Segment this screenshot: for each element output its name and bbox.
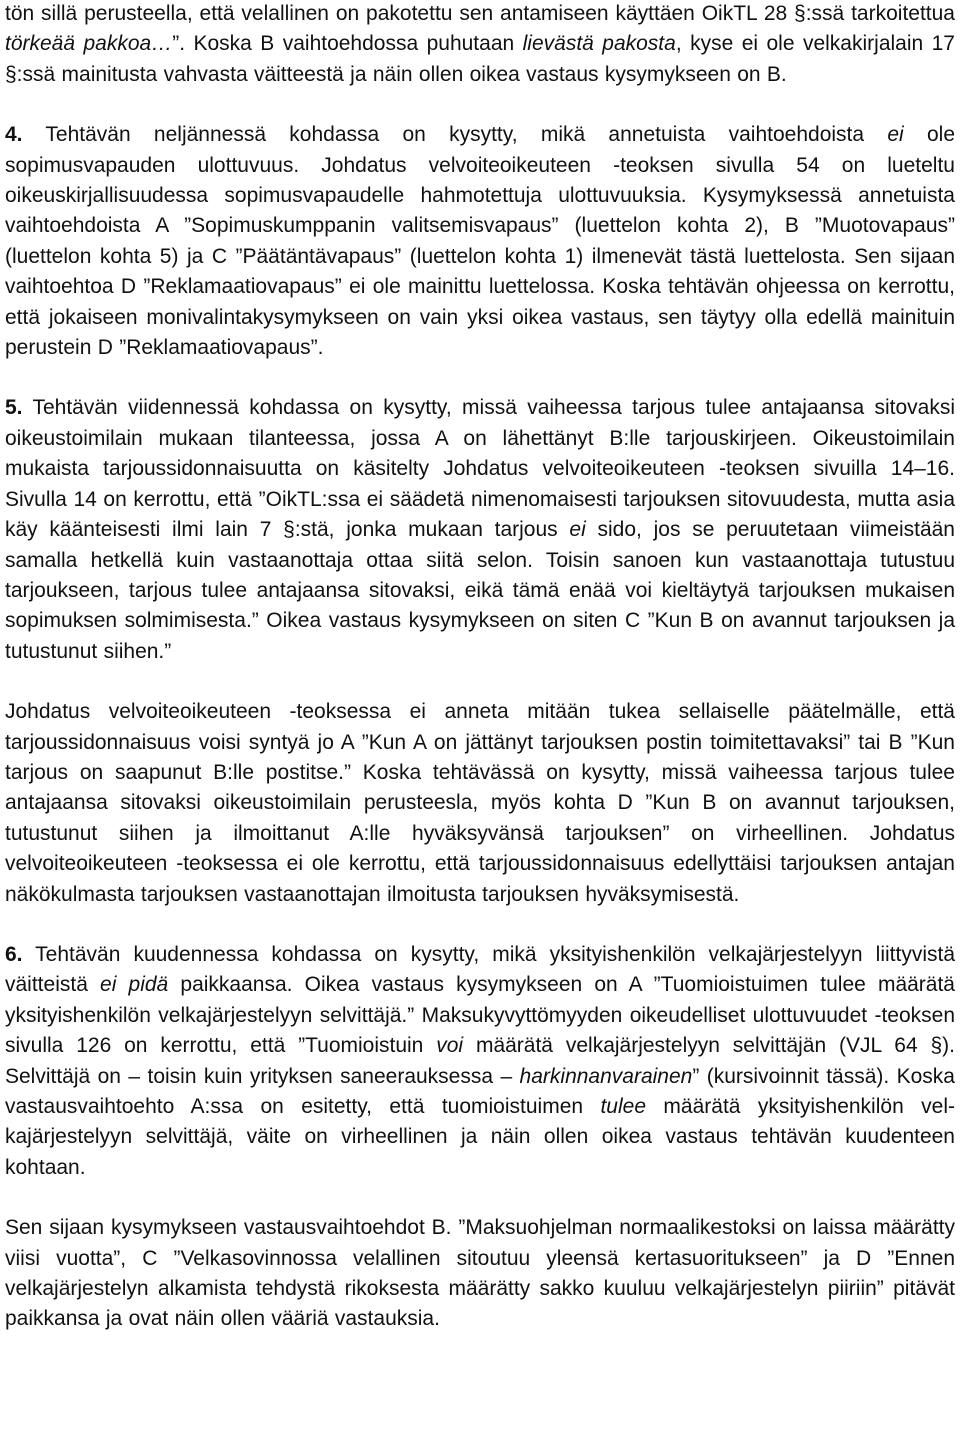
question-number: 5.: [5, 396, 23, 420]
text-run: ”. Koska B vaihtoehdossa puhutaan: [172, 32, 523, 56]
text-run: sido, jos se peruutetaan viimeistään samalla hetkellä kuin vastaanottaja ottaa siitä selon. Toisin sanoen kun vastaanottaja tutustuu tarjoukseen, tarjous tulee antajaansa sitovaksi, eikä tämä enää voi kieltäytyä tarjouksen mukaisen sopimuksen solmimisesta.” Oikea vastaus kysymykseen on siten C ”Kun B on avannut tarjouksen ja tutustunut siihen.”: [5, 518, 955, 663]
question-number: 4.: [5, 123, 23, 147]
text-run: Johdatus velvoiteoikeuteen -teoksessa ei anneta mitään tukea sellaiselle päätelmälle, että tarjoussidonnaisuus voisi syntyä jo A ”Kun A on jättänyt tarjouksen postin toimitettavaksi” tai B ”Kun tarjous on saapunut B:lle postitse.” Koska tehtävässä on kysytty, missä vaiheessa tarjous tulee antajaansa sitovaksi oikeustoimilain perusteesla, myös kohta D ”Kun B on avannut tarjouksen, tutustunut siihen ja ilmoittanut A:lle hyväksyvänsä tarjouksen” on virheellinen. Johdatus velvoiteoikeuteen -teoksessa ei ole kerrottu, että tarjoussidonnaisuus edellyttäisi tarjouksen antajan näkökulmasta tarjouksen vastaanottajan ilmoitusta tarjouksen hyväksymisestä.: [5, 700, 955, 906]
emphasis-text: harkinnanvarainen: [519, 1064, 693, 1088]
text-run: Tehtävän viidennessä kohdassa on kysytty, missä vaiheessa tarjous tulee antajaansa sitovaksi oikeustoimilain mukaan tilanteessa, jossa A on lähettänyt B:lle tarjouskirjeen. Oikeustoimilain mukaista tarjoussidonnaisuutta on käsitelty Johdatus velvoiteoikeuteen -teoksen sivuilla 14–16. Sivulla 14 on kerrottu, että ”OikTL:ssa ei säädetä nimenomaisesti tarjouksen sitovuudesta, mutta asia käy käänteisesti ilmi lain 7 §:stä, jonka mukaan tarjous: [5, 396, 955, 542]
text-run: paikkaansa. Oikea vastaus kysymykseen on A ”Tuomioistuimen tulee määrätä yksityishenkilön velkajärjestelyyn selvittäjä.” Maksukyvyttömyyden oikeudelliset ulottuvuudet -teoksen sivulla 126 on kerrottu, että ”Tuomioistuin: [5, 973, 955, 1058]
emphasis-text: ei pidä: [100, 973, 169, 997]
text-run: ” (kursivoinnit tässä). Koska vastausvaihtoehto A:ssa on esitetty, että tuomioistuimen: [5, 1064, 955, 1118]
text-run: ole sopimusvapauden ulottuvuus. Johdatus velvoiteoikeuteen -teoksen sivulla 54 on lueteltu oikeuskirjallisuudessa sopimusvapaudelle hahmotettuja ulottuvuuksia. Kysymyksessä annetuista vaihtoehdoista A ”Sopimuskumppanin valitsemisvapaus” (luettelon kohta 2), B ”Muotovapaus” (luettelon kohta 5) ja C ”Päätäntävapaus” (luettelon kohta 1) ilmenevät tästä luettelosta. Sen sijaan vaihtoehtoa D ”Reklamaatiovapaus” ei ole mainittu luettelossa. Koska tehtävän ohjeessa on kerrottu, että jokaiseen monivalintakysymykseen on vain yksi oikea vastaus, sen täytyy olla edellä mainituin perustein D ”Reklamaatiovapaus”.: [5, 123, 956, 360]
paragraph-sen-sijaan: [5, 1213, 955, 1335]
paragraph-question-6: [5, 940, 955, 1183]
paragraph-question-5: [5, 393, 955, 667]
text-run: Sen sijaan kysymykseen vastausvaihtoehdot B. ”Maksuohjelman normaalikestoksi on laissa määrätty viisi vuotta”, C ”Velkasovinnossa velallinen sitoutuu yleensä kertasuoritukseen” ja D ”Ennen velkajärjestelyn alkamista tehdystä rikoksesta määrätty sakko kuuluu velkajärjestelyn piiriin” pitävät paikkansa ja ovat näin ollen vääriä vastauksia.: [5, 1216, 955, 1331]
text-run: määrätä yksityishenkilön velkajärjestelyyn selvittäjä, väite on virheellinen ja näin ollen oikea vastaus tehtävän kuudenteen kohtaan.: [5, 1095, 955, 1179]
paragraph-continuation: [5, 0, 955, 90]
emphasis-text: tulee: [600, 1095, 647, 1118]
text-run: määrätä velkajärjestelyyn selvittäjän (VJL 64 §). Selvittäjä on – toisin kuin yrityksen saneerauksessa –: [5, 1034, 955, 1088]
paragraph-johdatus-discussion: [5, 697, 955, 910]
text-run: Tehtävän neljännessä kohdassa on kysytty, mikä annetuista vaihtoehdoista: [22, 123, 888, 147]
text-run: , kyse ei ole velkakirjalain 17 §:ssä mainitusta vahvasta väitteestä ja näin ollen oikea vastaus kysymykseen on B.: [5, 32, 955, 86]
text-run: tön sillä perusteella, että velallinen on pakotettu sen antamiseen käyttäen OikTL 28 §:ssä tarkoitettua: [5, 2, 955, 25]
question-number: 6.: [5, 942, 23, 966]
emphasis-text: lievästä pakosta: [522, 32, 676, 56]
paragraph-question-4: [5, 120, 955, 363]
emphasis-text: ei: [569, 518, 586, 542]
emphasis-text: voi: [436, 1034, 464, 1058]
emphasis-text: törkeää pakkoa…: [5, 32, 173, 56]
text-run: Tehtävän kuudennessa kohdassa on kysytty, mikä yksityishenkilön velkajärjestelyyn liittyvistä väitteistä: [5, 942, 955, 997]
emphasis-text: ei: [887, 123, 904, 147]
